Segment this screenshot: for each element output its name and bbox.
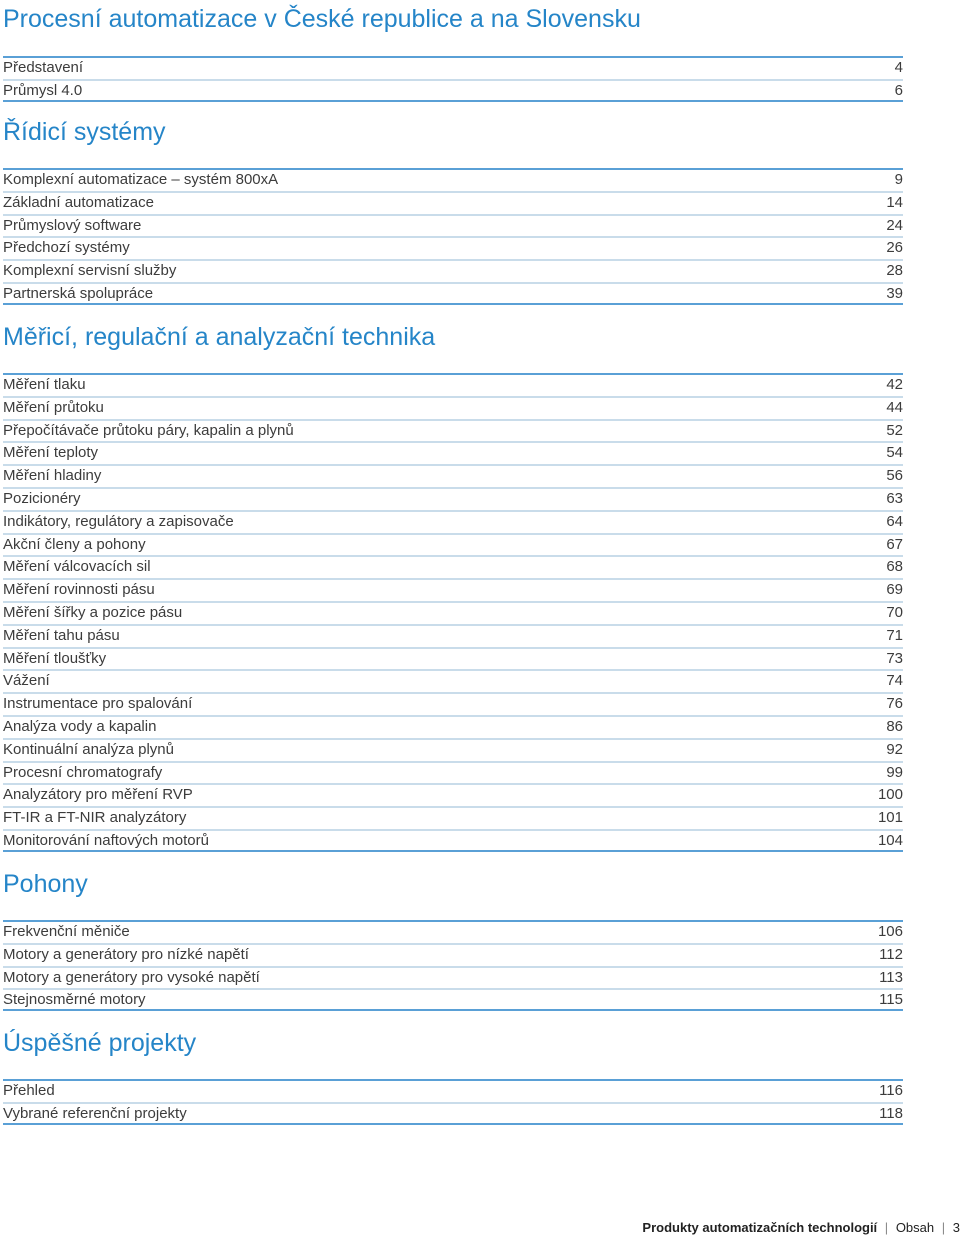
- toc-entry-label: Měření šířky a pozice pásu: [3, 603, 183, 621]
- section-title: Úspěšné projekty: [3, 1029, 197, 1057]
- toc-entry-label: Průmysl 4.0: [3, 81, 83, 99]
- toc-entry-page: 113: [879, 968, 903, 986]
- toc-entry-label: Stejnosměrné motory: [3, 991, 146, 1009]
- toc-entry[interactable]: [3, 191, 903, 214]
- toc-entry-label: Měření rovinnosti pásu: [3, 581, 155, 599]
- toc-entry-page: 6: [894, 81, 903, 99]
- toc-entry-label: Komplexní automatizace – systém 800xA: [3, 171, 279, 188]
- toc-entry-label: Měření hladiny: [3, 467, 102, 485]
- toc-entry[interactable]: [3, 943, 903, 966]
- toc-entry[interactable]: [3, 966, 903, 989]
- toc-entry-label: Akční členy a pohony: [3, 535, 146, 553]
- toc-entry-page: 42: [886, 376, 903, 393]
- toc-entry-page: 112: [879, 945, 903, 963]
- toc-entry-label: Přepočítávače průtoku páry, kapalin a plynů: [3, 421, 294, 439]
- toc-entry-label: Motory a generátory pro vysoké napětí: [3, 968, 260, 986]
- toc-entry-page: 73: [886, 649, 903, 667]
- toc-entry-page: 100: [877, 786, 903, 804]
- toc-entry-label: Analyzátory pro měření RVP: [3, 786, 193, 804]
- toc-entry-page: 52: [886, 421, 903, 439]
- toc-entry-label: Měření teploty: [3, 444, 99, 462]
- toc-entry-page: 24: [886, 216, 903, 234]
- toc-entry-page: 92: [886, 740, 903, 758]
- toc-entry-label: FT-IR a FT-NIR analyzátory: [3, 809, 187, 827]
- toc-list: [3, 56, 903, 102]
- toc-entry-label: Analýza vody a kapalin: [3, 717, 157, 735]
- footer-separator: |: [941, 1220, 946, 1235]
- toc-entry-page: 118: [879, 1104, 903, 1122]
- toc-entry-page: 115: [879, 991, 903, 1009]
- page-number: 3: [952, 1220, 960, 1235]
- toc-entry-label: Měření průtoku: [3, 398, 104, 416]
- toc-entry[interactable]: [3, 396, 903, 419]
- toc-entry-label: Pozicionéry: [3, 489, 81, 507]
- toc-entry-page: 44: [886, 398, 903, 416]
- toc-entry[interactable]: [3, 578, 903, 601]
- toc-entry[interactable]: [3, 464, 903, 487]
- toc-entry-label: Kontinuální analýza plynů: [3, 740, 174, 758]
- toc-entry-page: 39: [886, 284, 903, 302]
- toc-entry-page: 104: [877, 831, 903, 849]
- toc-entry[interactable]: [3, 738, 903, 761]
- toc-entry[interactable]: [3, 761, 903, 784]
- toc-entry[interactable]: [3, 1079, 903, 1102]
- toc-entry-label: Předchozí systémy: [3, 239, 130, 257]
- toc-entry[interactable]: [3, 282, 903, 305]
- toc-entry-page: 76: [886, 695, 903, 713]
- toc-entry[interactable]: [3, 806, 903, 829]
- toc-entry-page: 26: [886, 239, 903, 257]
- toc-entry-page: 28: [886, 262, 903, 280]
- toc-entry-page: 4: [894, 59, 903, 76]
- toc-entry-page: 71: [886, 626, 903, 644]
- toc-entry[interactable]: [3, 601, 903, 624]
- toc-entry-page: 101: [877, 809, 903, 827]
- footer-section: Obsah: [895, 1220, 935, 1235]
- toc-entry-page: 56: [886, 467, 903, 485]
- toc-entry-page: 106: [877, 923, 903, 940]
- toc-entry[interactable]: [3, 829, 903, 852]
- toc-entry[interactable]: [3, 555, 903, 578]
- toc-entry[interactable]: [3, 647, 903, 670]
- toc-entry[interactable]: [3, 56, 903, 79]
- toc-entry-label: Měření tahu pásu: [3, 626, 120, 644]
- toc-entry-page: 86: [886, 717, 903, 735]
- toc-entry[interactable]: [3, 214, 903, 237]
- toc-entry-page: 9: [894, 171, 903, 188]
- toc-entry-label: Frekvenční měniče: [3, 923, 130, 940]
- toc-entry-page: 14: [886, 193, 903, 211]
- toc-entry[interactable]: [3, 168, 903, 191]
- toc-entry-label: Monitorování naftových motorů: [3, 831, 209, 849]
- toc-list: [3, 373, 903, 852]
- section-title: Procesní automatizace v České republice a na Slovensku: [3, 5, 641, 33]
- toc-entry-label: Přehled: [3, 1082, 55, 1099]
- toc-entry-label: Procesní chromatografy: [3, 763, 163, 781]
- section-title: Řídicí systémy: [3, 118, 166, 146]
- toc-entry-page: 69: [886, 581, 903, 599]
- toc-entry[interactable]: [3, 79, 903, 102]
- toc-entry-label: Měření tloušťky: [3, 649, 107, 667]
- toc-entry[interactable]: [3, 236, 903, 259]
- toc-list: [3, 1079, 903, 1125]
- toc-entry-label: Komplexní servisní služby: [3, 262, 177, 280]
- toc-entry[interactable]: [3, 715, 903, 738]
- toc-entry-label: Představení: [3, 59, 84, 76]
- toc-entry[interactable]: [3, 624, 903, 647]
- toc-list: [3, 920, 903, 1011]
- toc-entry[interactable]: [3, 669, 903, 692]
- toc-entry-page: 54: [886, 444, 903, 462]
- toc-entry[interactable]: [3, 510, 903, 533]
- toc-entry[interactable]: [3, 487, 903, 510]
- toc-entry-page: 63: [886, 489, 903, 507]
- toc-entry-page: 67: [886, 535, 903, 553]
- toc-entry[interactable]: [3, 692, 903, 715]
- toc-list: [3, 168, 903, 305]
- toc-entry[interactable]: [3, 920, 903, 943]
- toc-entry[interactable]: [3, 783, 903, 806]
- toc-entry-label: Měření tlaku: [3, 376, 86, 393]
- toc-entry-label: Instrumentace pro spalování: [3, 695, 193, 713]
- toc-entry[interactable]: [3, 373, 903, 396]
- toc-entry-label: Průmyslový software: [3, 216, 142, 234]
- footer-separator: |: [884, 1220, 889, 1235]
- toc-entry[interactable]: [3, 259, 903, 282]
- toc-entry-label: Motory a generátory pro nízké napětí: [3, 945, 249, 963]
- toc-entry-label: Vážení: [3, 672, 50, 690]
- section-title: Měřicí, regulační a analyzační technika: [3, 323, 436, 351]
- toc-entry-label: Partnerská spolupráce: [3, 284, 154, 302]
- toc-entry-page: 99: [886, 763, 903, 781]
- toc-entry-page: 74: [886, 672, 903, 690]
- section-title: Pohony: [3, 870, 88, 898]
- footer-title: Produkty automatizačních technologií: [642, 1220, 878, 1235]
- toc-entry-page: 70: [886, 603, 903, 621]
- toc-entry-page: 64: [886, 512, 903, 530]
- toc-entry-label: Měření válcovacích sil: [3, 558, 151, 576]
- toc-entry[interactable]: [3, 533, 903, 556]
- toc-entry-page: 116: [879, 1082, 903, 1099]
- toc-entry[interactable]: [3, 1102, 903, 1125]
- toc-entry[interactable]: [3, 988, 903, 1011]
- toc-entry[interactable]: [3, 441, 903, 464]
- toc-entry-label: Vybrané referenční projekty: [3, 1104, 187, 1122]
- page-footer: [642, 1219, 960, 1237]
- toc-entry-page: 68: [886, 558, 903, 576]
- toc-entry-label: Základní automatizace: [3, 193, 154, 211]
- toc-entry[interactable]: [3, 419, 903, 442]
- toc-entry-label: Indikátory, regulátory a zapisovače: [3, 512, 234, 530]
